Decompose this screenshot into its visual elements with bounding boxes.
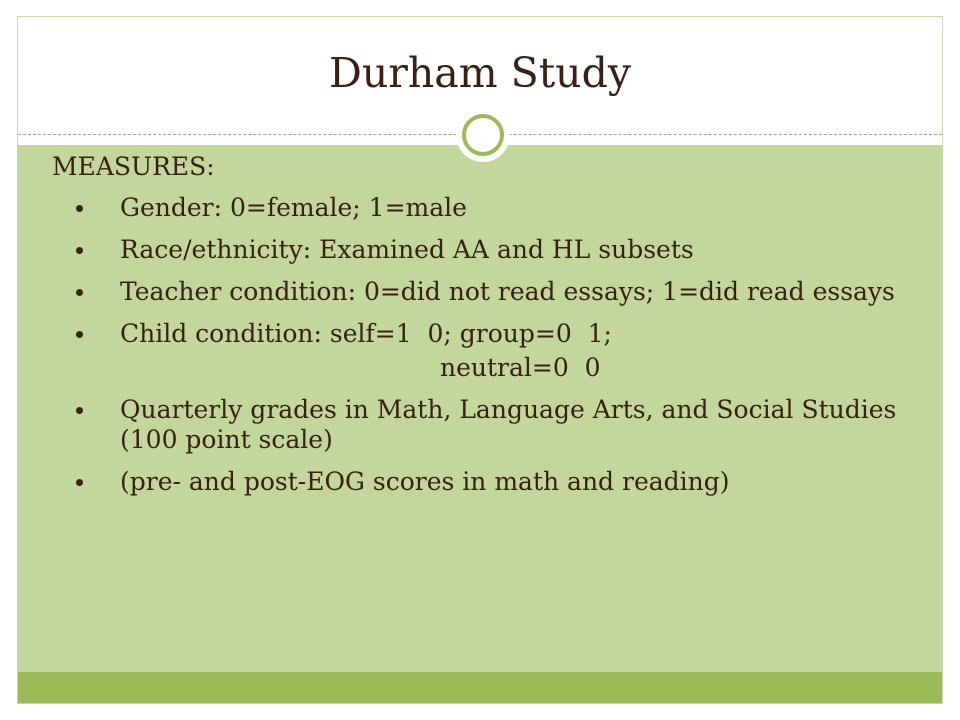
bullet-text: Quarterly grades in Math, Language Arts, and Social Studies (100 point scale) xyxy=(120,395,897,454)
bullet-gender xyxy=(52,193,912,223)
bullet-text: Teacher condition: 0=did not read essays; 1=did read essays xyxy=(120,277,895,306)
measures-list-continued xyxy=(52,395,912,497)
measures-heading: MEASURES: xyxy=(52,152,215,181)
bullet-quarterly-grades xyxy=(52,395,912,455)
bullet-text: Race/ethnicity: Examined AA and HL subsets xyxy=(120,235,694,264)
bullet-dot-icon xyxy=(76,205,83,212)
bullet-teacher-condition xyxy=(52,277,912,307)
bullet-child-condition xyxy=(52,319,912,349)
bullet-dot-icon xyxy=(76,289,83,296)
measures-list xyxy=(52,193,912,349)
slide-title: Durham Study xyxy=(328,49,631,97)
footer-bar xyxy=(18,672,942,704)
bullet-dot-icon xyxy=(76,407,83,414)
bullet-dot-icon xyxy=(76,479,83,486)
bullet-race xyxy=(52,235,912,265)
bullet-dot-icon xyxy=(76,247,83,254)
bullet-eog-scores xyxy=(52,467,912,497)
bullet-dot-icon xyxy=(76,331,83,338)
bullet-text: Gender: 0=female; 1=male xyxy=(120,193,467,222)
child-condition-continuation: neutral=0 0 xyxy=(440,353,601,382)
slide-body xyxy=(52,150,912,509)
bullet-text: Child condition: self=1 0; group=0 1; xyxy=(120,319,612,348)
bullet-text: (pre- and post-EOG scores in math and reading) xyxy=(120,467,730,496)
